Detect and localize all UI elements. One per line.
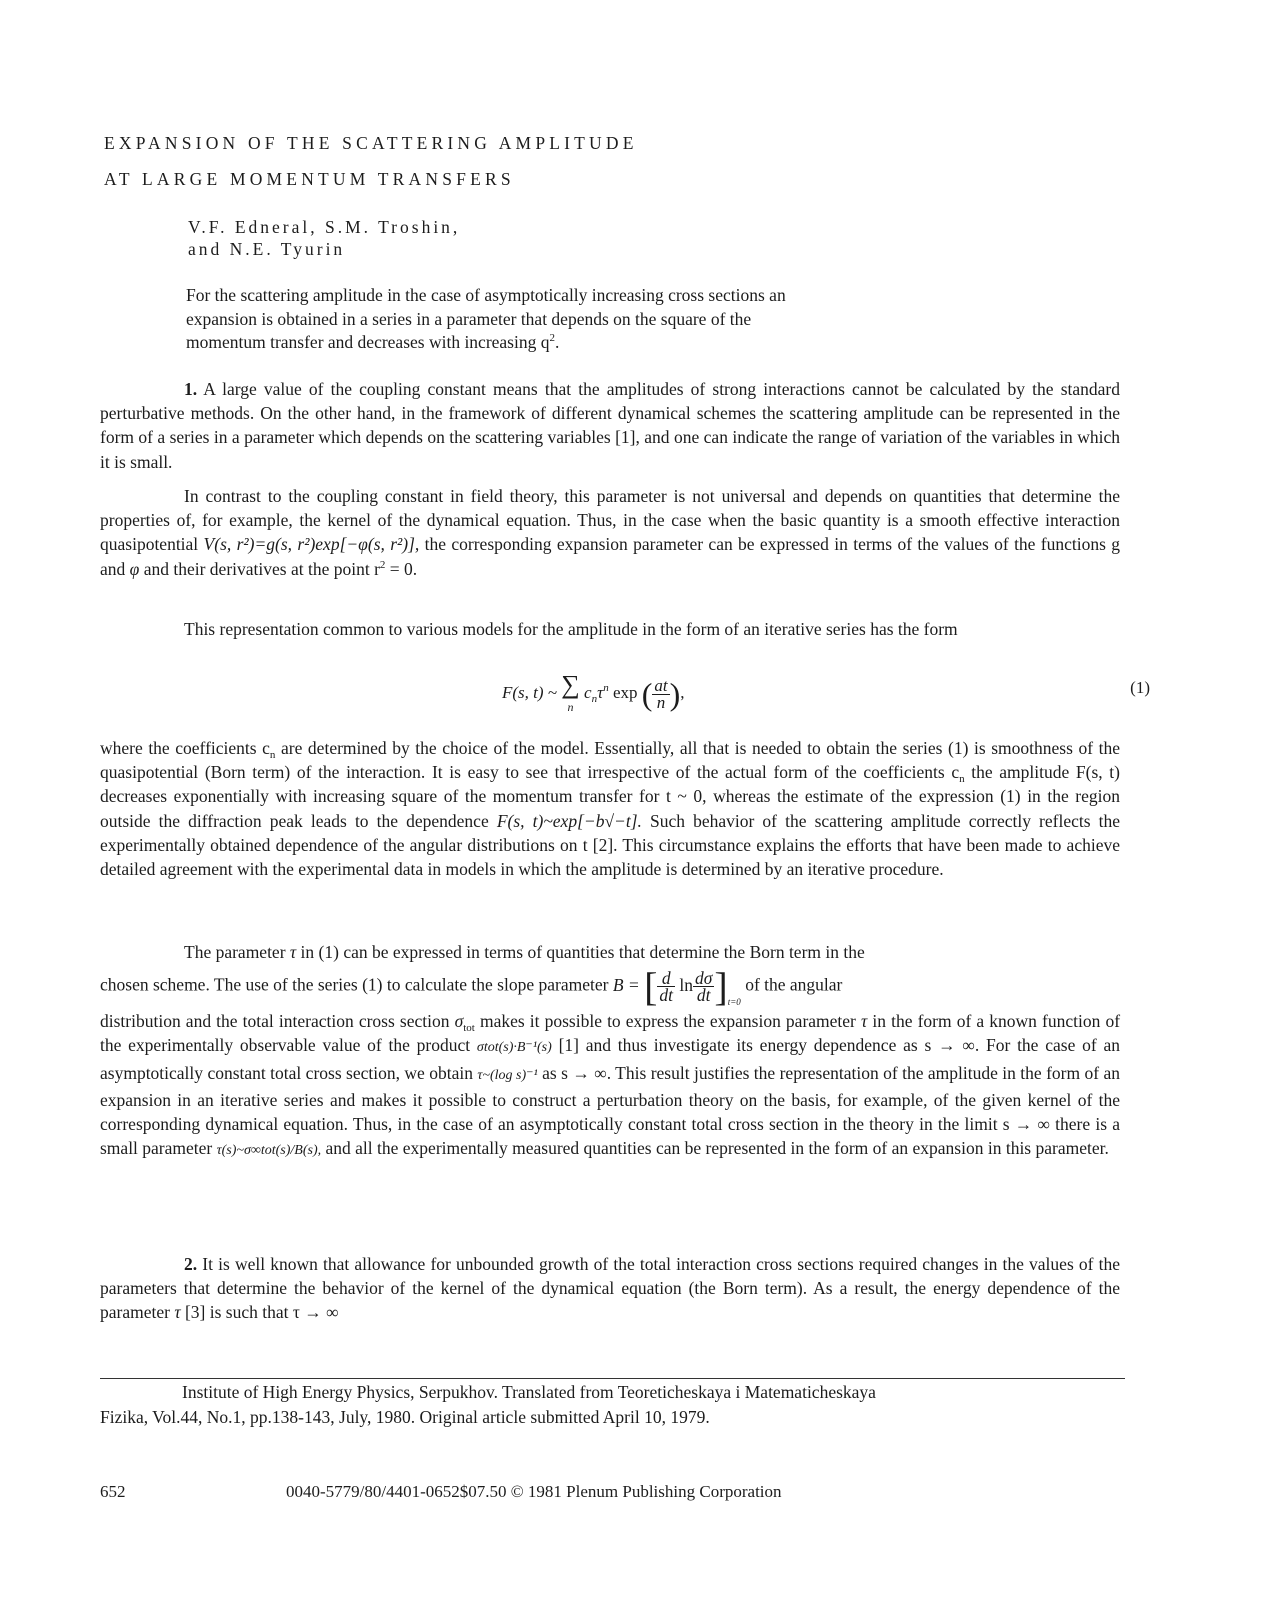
abstract-line-1: For the scattering amplitude in the case of asymptotically increasing cross sections an: [186, 285, 786, 305]
equation-1: [100, 670, 1150, 720]
title-line-1: EXPANSION OF THE SCATTERING AMPLITUDE: [104, 133, 638, 153]
paragraph-4: where the coefficients $c_n$ are determined by the choice of the model. Essentially, all that is needed to obtain the series (1) is smoothness of the quasipotential (Born term) of the interaction. It is easy to see that irrespective of the actual form of the coefficients $c_n$ the amplitude F(s, t) decreases exponentially with increasing square of the momentum transfer for t ~ 0, whereas the estimate of the expression (1) in the region outside the diffraction peak leads to the dependence F(s, t)~exp[−b√−t]. Such behavior of the scattering amplitude correctly reflects the experimentally obtained dependence of the angular distributions on t [2]. This circumstance explains the efforts that have been made to achieve detailed agreement with the experimental data in models in which the amplitude is determined by an iterative procedure.: [100, 738, 1121, 880]
section-2-number: 2.: [184, 1254, 198, 1274]
copyright-line: 0040-5779/80/4401-0652$07.50 © 1981 Plenum Publishing Corporation: [286, 1482, 782, 1501]
equation-1-body: F(s, t) ~ ∑ n $c_n\tau^n$ exp ( $\frac{at}{n}$ ),: [502, 670, 685, 714]
authors-line-1: V.F. Edneral, S.M. Troshin,: [188, 217, 461, 237]
abstract-line-2: expansion is obtained in a series in a parameter that depends on the square of the: [186, 308, 752, 329]
quasipotential-formula: V(s, r²)=g(s, r²)exp[−φ(s, r²)],: [203, 534, 420, 555]
section-2-paragraph: 2. It is well known that allowance for unbounded growth of the total interaction cross sections required changes in the values of the parameters that determine the behavior of the kernel of the dynamical equation (the Born term). As a result, the energy dependence of the parameter τ [3] is such that τ → ∞: [100, 1254, 1121, 1323]
paragraph-5: The parameter τ in (1) can be expressed in terms of quantities that determine the Born term in the chosen scheme. The use of the series (1) to calculate the slope parameter B = [ $\frac{d}{dt}$ ln $\frac{d\sigma}{dt}$ ]$_{t=0}$ of the angular distribution and the total interaction cross section $\sigma_{tot}$ makes it possible to express the expansion parameter τ in the form of a known function of the experimentally observable value of the product σtot(s)·B⁻¹(s) [1] and thus investigate its energy dependence as s → ∞. For the case of an asymptotically constant total cross section, we obtain τ~(log s)⁻¹ as s → ∞. This result justifies the representation of the amplitude in the form of an expansion in an iterative series and makes it possible to construct a perturbation theory on the basis, for example, of the given kernel of the corresponding dynamical equation. Thus, in the case of an asymptotically constant total cross section in the theory in the limit s → ∞ there is a small parameter τ(s)~σ∞tot(s)/B(s), and all the experimentally measured quantities can be represented in the form of an expansion in this parameter.: [100, 942, 1121, 1159]
equation-1-number: (1): [1130, 678, 1150, 697]
authors-line-2: and N.E. Tyurin: [188, 239, 346, 259]
equation-1-fraction: $\frac{at}{n}$: [654, 675, 668, 712]
paragraph-2: In contrast to the coupling constant in field theory, this parameter is not universal and depends on quantities that determine the properties of, for example, the kernel of the dynamical equation. Thus, in the case when the basic quantity is a smooth effective interaction quasipotential V(s, r²)=g(s, r²)exp[−φ(s, r²)], the corresponding expansion parameter can be expressed in terms of the values of the functions g and φ and their derivatives at the point $r^2 = 0$.: [100, 486, 1121, 579]
footnote: [100, 1380, 1125, 1429]
summation-symbol: ∑: [561, 670, 580, 699]
title-line-2: AT LARGE MOMENTUM TRANSFERS: [104, 169, 515, 189]
section-1-text: A large value of the coupling constant means that the amplitudes of strong interactions cannot be calculated by the standard perturbative methods. On the other hand, in the framework of different dynamical schemes the scattering amplitude can be represented in the form of a series in a parameter which depends on the scattering variables [1], and one can indicate the range of variation of the variables in which it is small.: [100, 379, 1120, 472]
paragraph-3: This representation common to various models for the amplitude in the form of an iterative series has the form: [184, 619, 958, 639]
page-number: 652: [100, 1482, 126, 1501]
slope-parameter-formula: B = [ $\frac{d}{dt}$ ln $\frac{d\sigma}{dt}$ ]$_{t=0}$: [612, 963, 741, 1009]
abstract-line-3: momentum transfer and decreases with increasing $q^2$.: [186, 332, 560, 352]
footnote-rule: [100, 1378, 1125, 1379]
section-1-number: 1.: [184, 379, 198, 399]
footnote-line-1: Institute of High Energy Physics, Serpukhov. Translated from Teoreticheskaya i Matematicheskaya: [182, 1382, 876, 1402]
abstract: [186, 284, 786, 355]
footnote-line-2: Fizika, Vol.44, No.1, pp.138-143, July, 1980. Original article submitted April 10, 1979.: [100, 1406, 710, 1427]
section-1-paragraph: [100, 377, 1120, 474]
exp-dependence-formula: F(s, t)~exp[−b√−t].: [496, 810, 642, 831]
